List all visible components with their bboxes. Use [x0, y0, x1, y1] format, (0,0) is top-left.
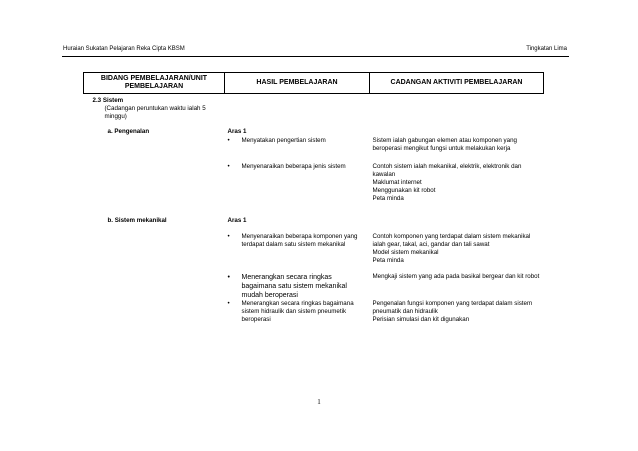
section-note: (Cadangan peruntukan waktu ialah 5 minggu) — [104, 105, 206, 120]
header-rule — [62, 56, 569, 57]
bullet-icon: • — [227, 233, 230, 240]
subsection-a-level: Aras 1 — [227, 128, 247, 135]
bullet-icon: • — [227, 163, 230, 170]
col-header-learning-area: BIDANG PEMBELAJARAN/UNIT PEMBELAJARAN — [84, 73, 225, 94]
table-row — [84, 225, 544, 265]
activity-text: Mengkaji sistem yang ada pada basikal bergear dan kit robot — [372, 273, 540, 280]
subsection-b-row — [84, 203, 544, 225]
activity-text: Sistem ialah gabungan elemen atau komponen yang beroperasi mengikut fungsi untuk melakukan kerja — [372, 137, 517, 152]
header-form-level: Tingkatan Lima — [526, 46, 567, 52]
bullet-icon: • — [227, 300, 230, 307]
activity-text: Pengenalan fungsi komponen yang terdapat dalam sistem pneumatik dan hidraulik Perisian simulasi dan kit digunakan — [372, 300, 533, 323]
list-item — [228, 273, 367, 300]
activity-text: Contoh komponen yang terdapat dalam sistem mekanikal ialah gear, takal, aci, gandar dan tali sawat Model sistem mekanikal Peta minda — [372, 233, 531, 264]
section-title: Sistem — [102, 97, 124, 104]
outcome-text: Menyenaraikan beberapa jenis sistem — [241, 163, 346, 170]
bullet-icon: • — [227, 274, 230, 281]
subsection-b-level: Aras 1 — [227, 217, 247, 224]
table-row — [84, 136, 544, 153]
subsection-a-row — [84, 121, 544, 136]
col-header-suggested-activities: CADANGAN AKTIVITI PEMBELAJARAN — [370, 73, 544, 94]
section-row — [84, 94, 544, 122]
list-item — [228, 300, 367, 324]
list-item — [228, 233, 367, 249]
list-item — [228, 137, 367, 145]
table-header-row — [84, 73, 544, 94]
header-document-title: Huraian Sukatan Pelajaran Reka Cipta KBSM — [63, 46, 185, 52]
outcome-text: Menerangkan secara ringkas bagaimana satu sistem mekanikal mudah beroperasi — [241, 274, 347, 299]
table-row — [84, 265, 544, 300]
activity-text: Contoh sistem ialah mekanikal, elektrik, elektronik dan kawalan Maklumat internet Menggunakan kit robot Peta minda — [372, 163, 522, 202]
section-number: 2.3 — [92, 97, 102, 104]
subsection-b-label: b. Sistem mekanikal — [107, 217, 167, 224]
outcome-text: Menerangkan secara ringkas bagaimana sistem hidraulik dan sistem pneumetik beroperasi — [241, 300, 354, 323]
section-heading — [87, 97, 222, 105]
table-row — [84, 153, 544, 203]
list-item — [228, 163, 367, 171]
syllabus-table — [83, 72, 544, 324]
table-row — [84, 300, 544, 324]
outcome-text: Menyenaraikan beberapa komponen yang terdapat dalam satu sistem mekanikal — [241, 233, 358, 248]
page-number: 1 — [317, 398, 321, 406]
outcome-text: Menyatakan pengertian sistem — [241, 137, 326, 144]
bullet-icon: • — [227, 137, 230, 144]
col-header-learning-outcomes: HASIL PEMBELAJARAN — [225, 73, 370, 94]
subsection-a-label: a. Pengenalan — [107, 128, 150, 135]
